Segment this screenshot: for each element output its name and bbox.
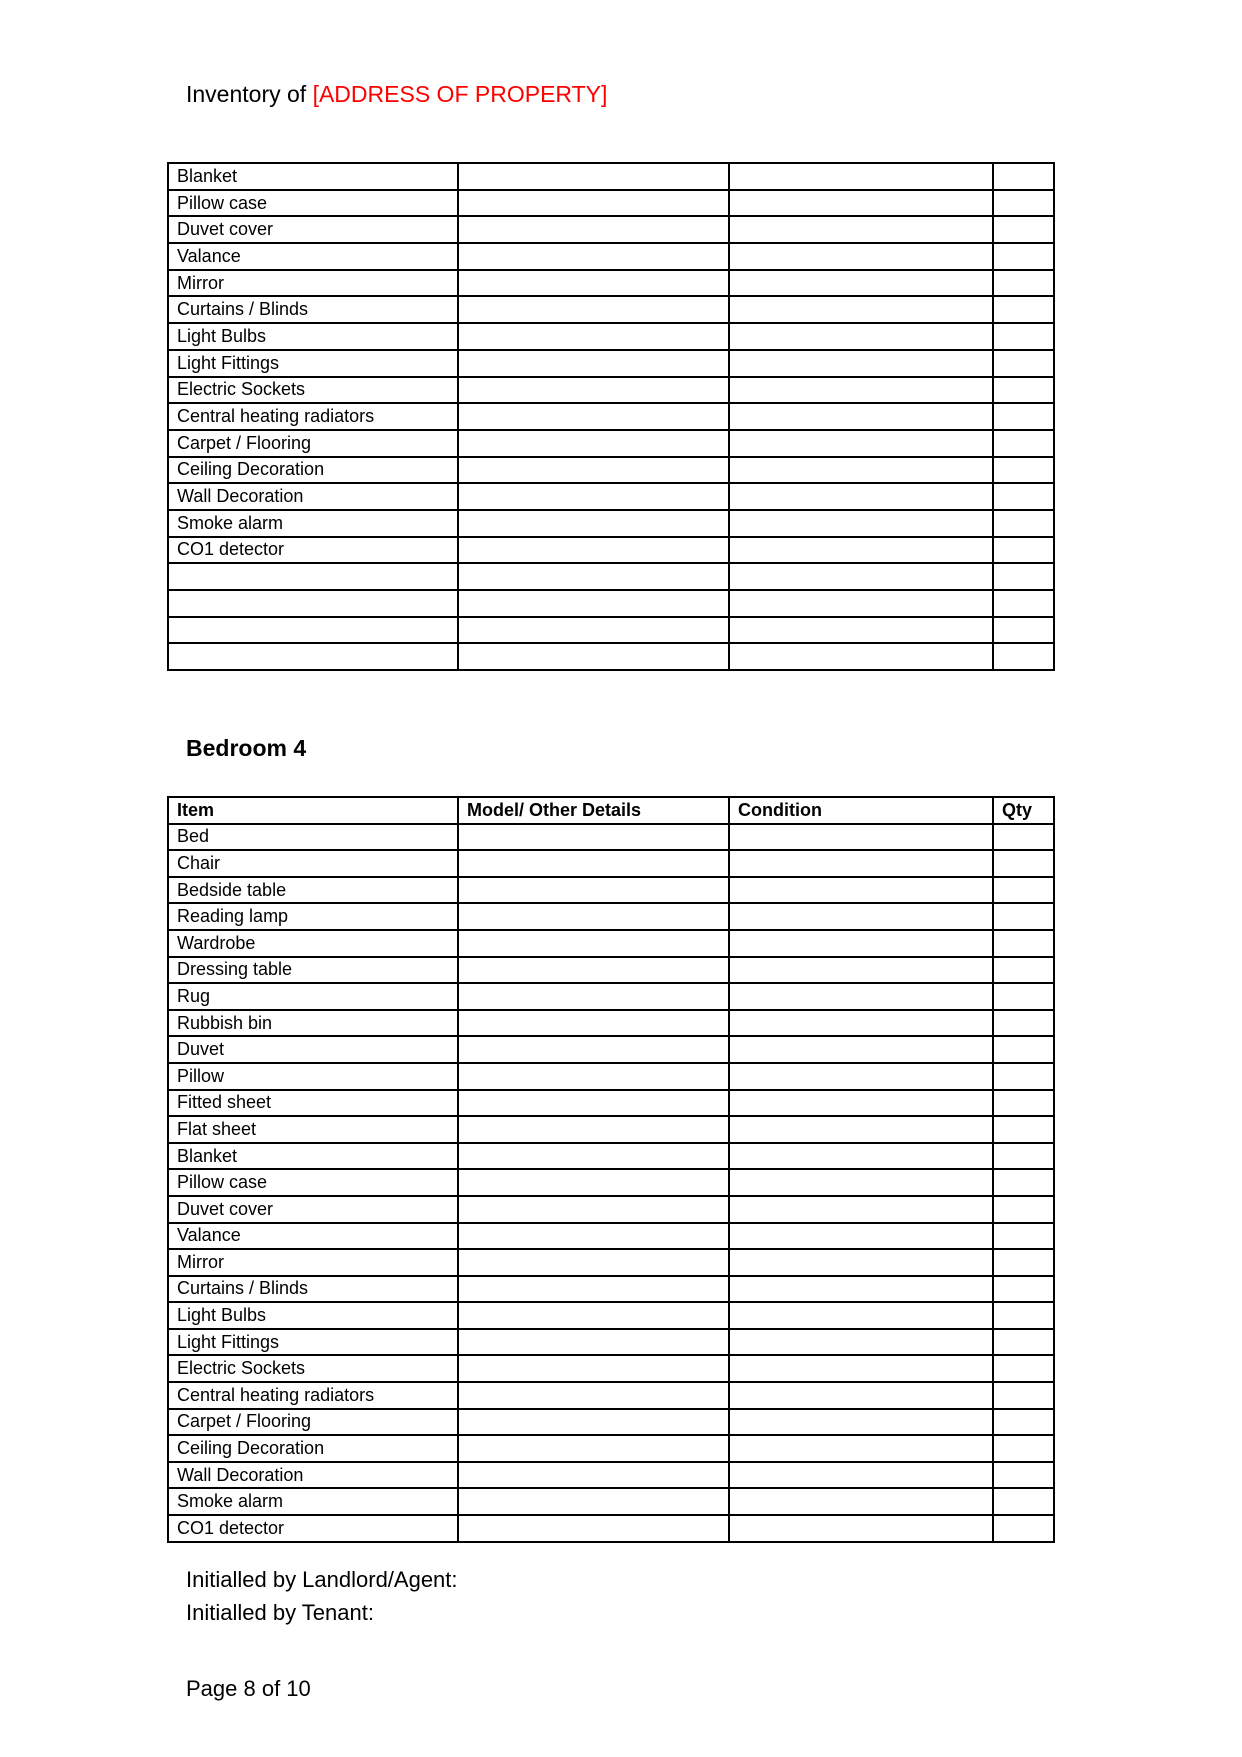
table-row [168, 457, 1054, 484]
condition-cell [729, 270, 993, 297]
qty-cell [993, 930, 1054, 957]
initialled-landlord-line: Initialled by Landlord/Agent: [186, 1567, 458, 1592]
table-row [168, 190, 1054, 217]
item-cell: Ceiling Decoration [168, 1435, 458, 1462]
condition-cell [729, 1010, 993, 1037]
qty-cell [993, 903, 1054, 930]
model-cell [458, 1196, 729, 1223]
item-cell: CO1 detector [168, 537, 458, 564]
table-row [168, 1249, 1054, 1276]
condition-cell [729, 243, 993, 270]
item-cell: Light Fittings [168, 350, 458, 377]
table-row [168, 483, 1054, 510]
qty-cell [993, 457, 1054, 484]
model-cell [458, 1143, 729, 1170]
model-cell [458, 457, 729, 484]
model-cell [458, 1488, 729, 1515]
table-row [168, 643, 1054, 670]
model-cell [458, 1090, 729, 1117]
model-cell [458, 1249, 729, 1276]
condition-cell [729, 510, 993, 537]
qty-cell [993, 824, 1054, 851]
condition-cell [729, 1036, 993, 1063]
table-row [168, 1435, 1054, 1462]
page-title [186, 80, 607, 108]
bedroom-4-table-body [168, 824, 1054, 1542]
condition-cell [729, 323, 993, 350]
initials-block [186, 1563, 458, 1629]
condition-cell [729, 1169, 993, 1196]
table-row [168, 1036, 1054, 1063]
table-row [168, 1010, 1054, 1037]
table-row [168, 617, 1054, 644]
qty-cell [993, 1462, 1054, 1489]
bedroom-4-table [167, 796, 1055, 1543]
condition-cell [729, 1488, 993, 1515]
item-cell: Chair [168, 850, 458, 877]
model-cell [458, 930, 729, 957]
model-cell [458, 1116, 729, 1143]
qty-cell [993, 510, 1054, 537]
qty-cell [993, 377, 1054, 404]
table-row [168, 903, 1054, 930]
qty-cell [993, 877, 1054, 904]
model-cell [458, 1169, 729, 1196]
condition-cell [729, 903, 993, 930]
model-cell [458, 1036, 729, 1063]
qty-cell [993, 296, 1054, 323]
condition-cell [729, 190, 993, 217]
model-cell [458, 590, 729, 617]
model-cell [458, 243, 729, 270]
condition-cell [729, 1090, 993, 1117]
table-row [168, 510, 1054, 537]
condition-cell [729, 350, 993, 377]
model-cell [458, 563, 729, 590]
model-cell [458, 403, 729, 430]
item-cell: Light Bulbs [168, 1302, 458, 1329]
table-row [168, 1223, 1054, 1250]
condition-cell [729, 1329, 993, 1356]
condition-cell [729, 1435, 993, 1462]
item-cell: Valance [168, 243, 458, 270]
model-cell [458, 1462, 729, 1489]
inventory-table-continued [167, 162, 1055, 671]
header-qty: Qty [993, 797, 1054, 824]
model-cell [458, 537, 729, 564]
item-cell: Fitted sheet [168, 1090, 458, 1117]
model-cell [458, 190, 729, 217]
table-row [168, 983, 1054, 1010]
model-cell [458, 1515, 729, 1542]
item-cell: Flat sheet [168, 1116, 458, 1143]
qty-cell [993, 323, 1054, 350]
qty-cell [993, 216, 1054, 243]
item-cell: Curtains / Blinds [168, 296, 458, 323]
item-cell: Blanket [168, 1143, 458, 1170]
table-row [168, 323, 1054, 350]
table-row [168, 350, 1054, 377]
header-condition: Condition [729, 797, 993, 824]
model-cell [458, 430, 729, 457]
item-cell: Smoke alarm [168, 510, 458, 537]
condition-cell [729, 430, 993, 457]
table-header-row [168, 797, 1054, 824]
qty-cell [993, 1036, 1054, 1063]
item-cell: Reading lamp [168, 903, 458, 930]
table-row [168, 850, 1054, 877]
qty-cell [993, 1010, 1054, 1037]
item-cell: Wall Decoration [168, 1462, 458, 1489]
condition-cell [729, 930, 993, 957]
qty-cell [993, 430, 1054, 457]
condition-cell [729, 537, 993, 564]
qty-cell [993, 617, 1054, 644]
model-cell [458, 983, 729, 1010]
condition-cell [729, 163, 993, 190]
condition-cell [729, 1196, 993, 1223]
condition-cell [729, 1462, 993, 1489]
qty-cell [993, 483, 1054, 510]
header-model-other-details: Model/ Other Details [458, 797, 729, 824]
condition-cell [729, 1143, 993, 1170]
item-cell: Central heating radiators [168, 403, 458, 430]
model-cell [458, 323, 729, 350]
item-cell: Duvet cover [168, 1196, 458, 1223]
item-cell [168, 643, 458, 670]
table-row [168, 430, 1054, 457]
qty-cell [993, 563, 1054, 590]
qty-cell [993, 1515, 1054, 1542]
qty-cell [993, 1302, 1054, 1329]
model-cell [458, 643, 729, 670]
qty-cell [993, 1435, 1054, 1462]
model-cell [458, 877, 729, 904]
qty-cell [993, 590, 1054, 617]
condition-cell [729, 216, 993, 243]
item-cell: Duvet cover [168, 216, 458, 243]
item-cell: Pillow case [168, 1169, 458, 1196]
item-cell: Mirror [168, 270, 458, 297]
table-row [168, 1116, 1054, 1143]
table-row [168, 824, 1054, 851]
initialled-tenant-line: Initialled by Tenant: [186, 1600, 374, 1625]
condition-cell [729, 850, 993, 877]
section-heading-bedroom-4: Bedroom 4 [186, 735, 307, 761]
item-cell: Rug [168, 983, 458, 1010]
item-cell: Valance [168, 1223, 458, 1250]
qty-cell [993, 1090, 1054, 1117]
item-cell: Light Bulbs [168, 323, 458, 350]
table-row [168, 590, 1054, 617]
qty-cell [993, 350, 1054, 377]
condition-cell [729, 403, 993, 430]
model-cell [458, 377, 729, 404]
item-cell: Bed [168, 824, 458, 851]
model-cell [458, 216, 729, 243]
item-cell: Duvet [168, 1036, 458, 1063]
item-cell [168, 590, 458, 617]
item-cell: Ceiling Decoration [168, 457, 458, 484]
table-row [168, 270, 1054, 297]
qty-cell [993, 1488, 1054, 1515]
item-cell: Wall Decoration [168, 483, 458, 510]
item-cell: Light Fittings [168, 1329, 458, 1356]
table-row [168, 1382, 1054, 1409]
model-cell [458, 1063, 729, 1090]
qty-cell [993, 403, 1054, 430]
table-row [168, 1329, 1054, 1356]
model-cell [458, 510, 729, 537]
qty-cell [993, 270, 1054, 297]
table-row [168, 1169, 1054, 1196]
qty-cell [993, 243, 1054, 270]
table-row [168, 1063, 1054, 1090]
model-cell [458, 1355, 729, 1382]
table-row [168, 1276, 1054, 1303]
model-cell [458, 350, 729, 377]
qty-cell [993, 983, 1054, 1010]
condition-cell [729, 1302, 993, 1329]
table-row [168, 930, 1054, 957]
item-cell: CO1 detector [168, 1515, 458, 1542]
qty-cell [993, 163, 1054, 190]
qty-cell [993, 537, 1054, 564]
model-cell [458, 850, 729, 877]
table-row [168, 243, 1054, 270]
model-cell [458, 296, 729, 323]
qty-cell [993, 1329, 1054, 1356]
model-cell [458, 1223, 729, 1250]
condition-cell [729, 563, 993, 590]
model-cell [458, 903, 729, 930]
item-cell: Smoke alarm [168, 1488, 458, 1515]
model-cell [458, 1382, 729, 1409]
qty-cell [993, 1223, 1054, 1250]
header-item: Item [168, 797, 458, 824]
condition-cell [729, 643, 993, 670]
condition-cell [729, 1355, 993, 1382]
item-cell: Blanket [168, 163, 458, 190]
condition-cell [729, 1063, 993, 1090]
model-cell [458, 617, 729, 644]
qty-cell [993, 1169, 1054, 1196]
model-cell [458, 957, 729, 984]
qty-cell [993, 1196, 1054, 1223]
item-cell: Central heating radiators [168, 1382, 458, 1409]
qty-cell [993, 643, 1054, 670]
model-cell [458, 1435, 729, 1462]
item-cell [168, 563, 458, 590]
condition-cell [729, 1116, 993, 1143]
condition-cell [729, 1409, 993, 1436]
qty-cell [993, 1116, 1054, 1143]
qty-cell [993, 1355, 1054, 1382]
table-row [168, 1515, 1054, 1542]
item-cell: Bedside table [168, 877, 458, 904]
item-cell: Curtains / Blinds [168, 1276, 458, 1303]
title-address-placeholder: [ADDRESS OF PROPERTY] [312, 81, 608, 107]
model-cell [458, 1409, 729, 1436]
condition-cell [729, 457, 993, 484]
item-cell: Mirror [168, 1249, 458, 1276]
table-row [168, 1302, 1054, 1329]
condition-cell [729, 983, 993, 1010]
title-prefix: Inventory of [186, 81, 313, 107]
model-cell [458, 1276, 729, 1303]
qty-cell [993, 1382, 1054, 1409]
table-row [168, 1355, 1054, 1382]
table-row [168, 296, 1054, 323]
table-row [168, 537, 1054, 564]
item-cell: Pillow case [168, 190, 458, 217]
qty-cell [993, 1249, 1054, 1276]
qty-cell [993, 1063, 1054, 1090]
model-cell [458, 163, 729, 190]
condition-cell [729, 877, 993, 904]
condition-cell [729, 957, 993, 984]
table-row [168, 1409, 1054, 1436]
table-row [168, 563, 1054, 590]
inventory-table-continued-body [168, 163, 1054, 670]
condition-cell [729, 590, 993, 617]
model-cell [458, 270, 729, 297]
item-cell: Carpet / Flooring [168, 1409, 458, 1436]
item-cell: Pillow [168, 1063, 458, 1090]
condition-cell [729, 617, 993, 644]
model-cell [458, 824, 729, 851]
item-cell: Wardrobe [168, 930, 458, 957]
condition-cell [729, 483, 993, 510]
item-cell [168, 617, 458, 644]
table-row [168, 1196, 1054, 1223]
model-cell [458, 1010, 729, 1037]
model-cell [458, 483, 729, 510]
item-cell: Electric Sockets [168, 1355, 458, 1382]
qty-cell [993, 1409, 1054, 1436]
condition-cell [729, 1515, 993, 1542]
qty-cell [993, 1276, 1054, 1303]
condition-cell [729, 824, 993, 851]
model-cell [458, 1329, 729, 1356]
condition-cell [729, 1223, 993, 1250]
table-row [168, 377, 1054, 404]
item-cell: Rubbish bin [168, 1010, 458, 1037]
condition-cell [729, 296, 993, 323]
qty-cell [993, 190, 1054, 217]
condition-cell [729, 1382, 993, 1409]
qty-cell [993, 957, 1054, 984]
item-cell: Dressing table [168, 957, 458, 984]
condition-cell [729, 1276, 993, 1303]
table-row [168, 1488, 1054, 1515]
table-row [168, 216, 1054, 243]
table-row [168, 1462, 1054, 1489]
qty-cell [993, 850, 1054, 877]
page-number: Page 8 of 10 [186, 1676, 311, 1701]
table-row [168, 877, 1054, 904]
table-row [168, 163, 1054, 190]
condition-cell [729, 377, 993, 404]
table-row [168, 1090, 1054, 1117]
item-cell: Electric Sockets [168, 377, 458, 404]
table-row [168, 957, 1054, 984]
qty-cell [993, 1143, 1054, 1170]
item-cell: Carpet / Flooring [168, 430, 458, 457]
model-cell [458, 1302, 729, 1329]
condition-cell [729, 1249, 993, 1276]
table-row [168, 403, 1054, 430]
table-row [168, 1143, 1054, 1170]
